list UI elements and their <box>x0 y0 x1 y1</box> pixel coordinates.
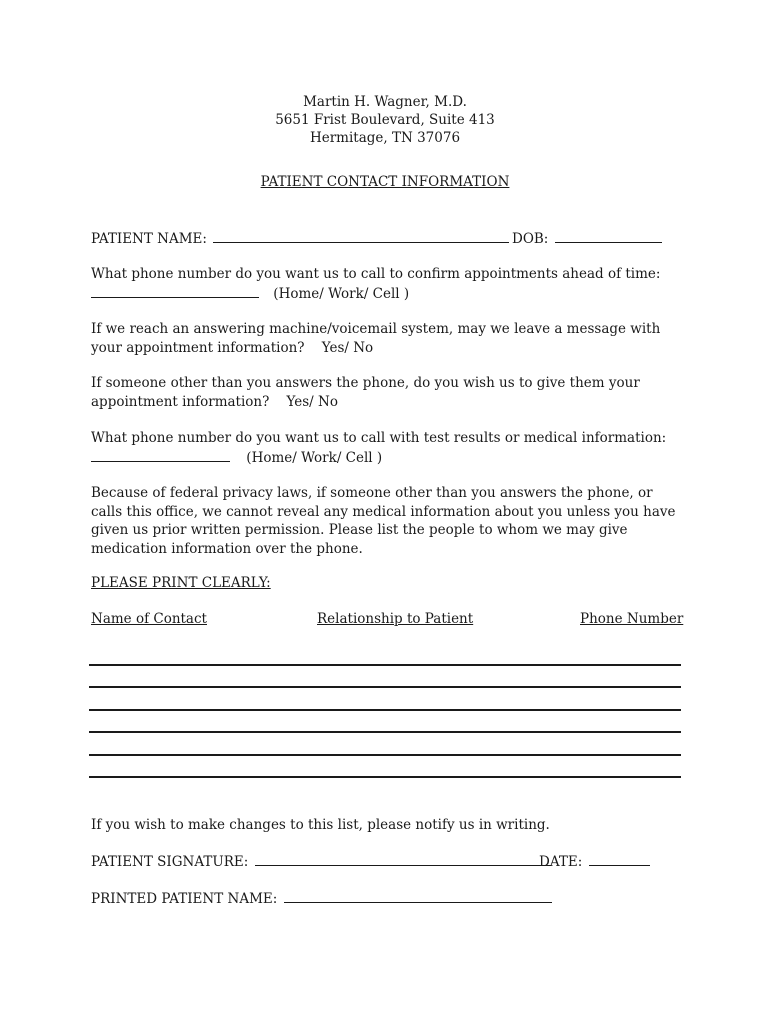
contact-entry-line[interactable] <box>89 776 681 778</box>
q3 <box>91 374 691 411</box>
signature-field[interactable] <box>255 852 551 866</box>
doctor-name: Martin H. Wagner, M.D. <box>303 94 467 110</box>
q2-text: If we reach an answering machine/voicemail system, may we leave a message with your appointment information? <box>91 321 661 356</box>
appointment-phone-field[interactable] <box>91 284 259 298</box>
q2-options[interactable]: Yes/ No <box>321 339 374 356</box>
header-phone-number: Phone Number <box>580 611 684 627</box>
q2 <box>91 320 691 357</box>
printed-name-row <box>91 889 552 907</box>
header-name-of-contact: Name of Contact <box>91 611 207 627</box>
dob-row <box>512 229 662 247</box>
dob-field[interactable] <box>555 229 662 243</box>
q1-answer-row <box>91 284 409 302</box>
contact-entry-line[interactable] <box>89 754 681 756</box>
signature-label: PATIENT SIGNATURE: <box>91 854 249 870</box>
contact-entry-line[interactable] <box>89 686 681 688</box>
date-label: DATE: <box>539 854 583 870</box>
print-clearly-heading: PLEASE PRINT CLEARLY: <box>91 575 271 591</box>
q4-text: What phone number do you want us to call with test results or medical information: <box>91 430 667 446</box>
q4-answer-row <box>91 448 382 466</box>
q1-text: What phone number do you want us to call to confirm appointments ahead of time: <box>91 266 661 282</box>
q4-options: (Home/ Work/ Cell ) <box>246 450 383 466</box>
contact-entry-line[interactable] <box>89 664 681 666</box>
patient-name-label: PATIENT NAME: <box>91 231 207 247</box>
address-line-1: 5651 Frist Boulevard, Suite 413 <box>275 112 495 128</box>
privacy-paragraph: Because of federal privacy laws, if someone other than you answers the phone, or calls this office, we cannot reveal any medical information about you unless you have given us prior written permission. Please list the people to whom we may give medication information over the phone. <box>91 485 676 557</box>
date-row <box>539 852 650 870</box>
address-line-2: Hermitage, TN 37076 <box>309 130 461 146</box>
q3-options[interactable]: Yes/ No <box>286 393 338 410</box>
printed-name-field[interactable] <box>284 889 552 903</box>
signature-row <box>91 852 551 870</box>
form-title: PATIENT CONTACT INFORMATION <box>260 174 510 190</box>
date-field[interactable] <box>589 852 650 866</box>
results-phone-field[interactable] <box>91 448 230 462</box>
header-relationship: Relationship to Patient <box>317 611 474 627</box>
dob-label: DOB: <box>512 231 549 247</box>
printed-name-label: PRINTED PATIENT NAME: <box>91 891 278 907</box>
contact-entry-line[interactable] <box>89 709 681 711</box>
patient-name-field[interactable] <box>213 229 509 243</box>
contact-entry-line[interactable] <box>89 731 681 733</box>
patient-name-row <box>91 229 509 247</box>
changes-note: If you wish to make changes to this list, please notify us in writing. <box>91 817 550 833</box>
q3-text: If someone other than you answers the phone, do you wish us to give them your appointment information? <box>91 375 640 410</box>
q1-options: (Home/ Work/ Cell ) <box>273 286 410 302</box>
